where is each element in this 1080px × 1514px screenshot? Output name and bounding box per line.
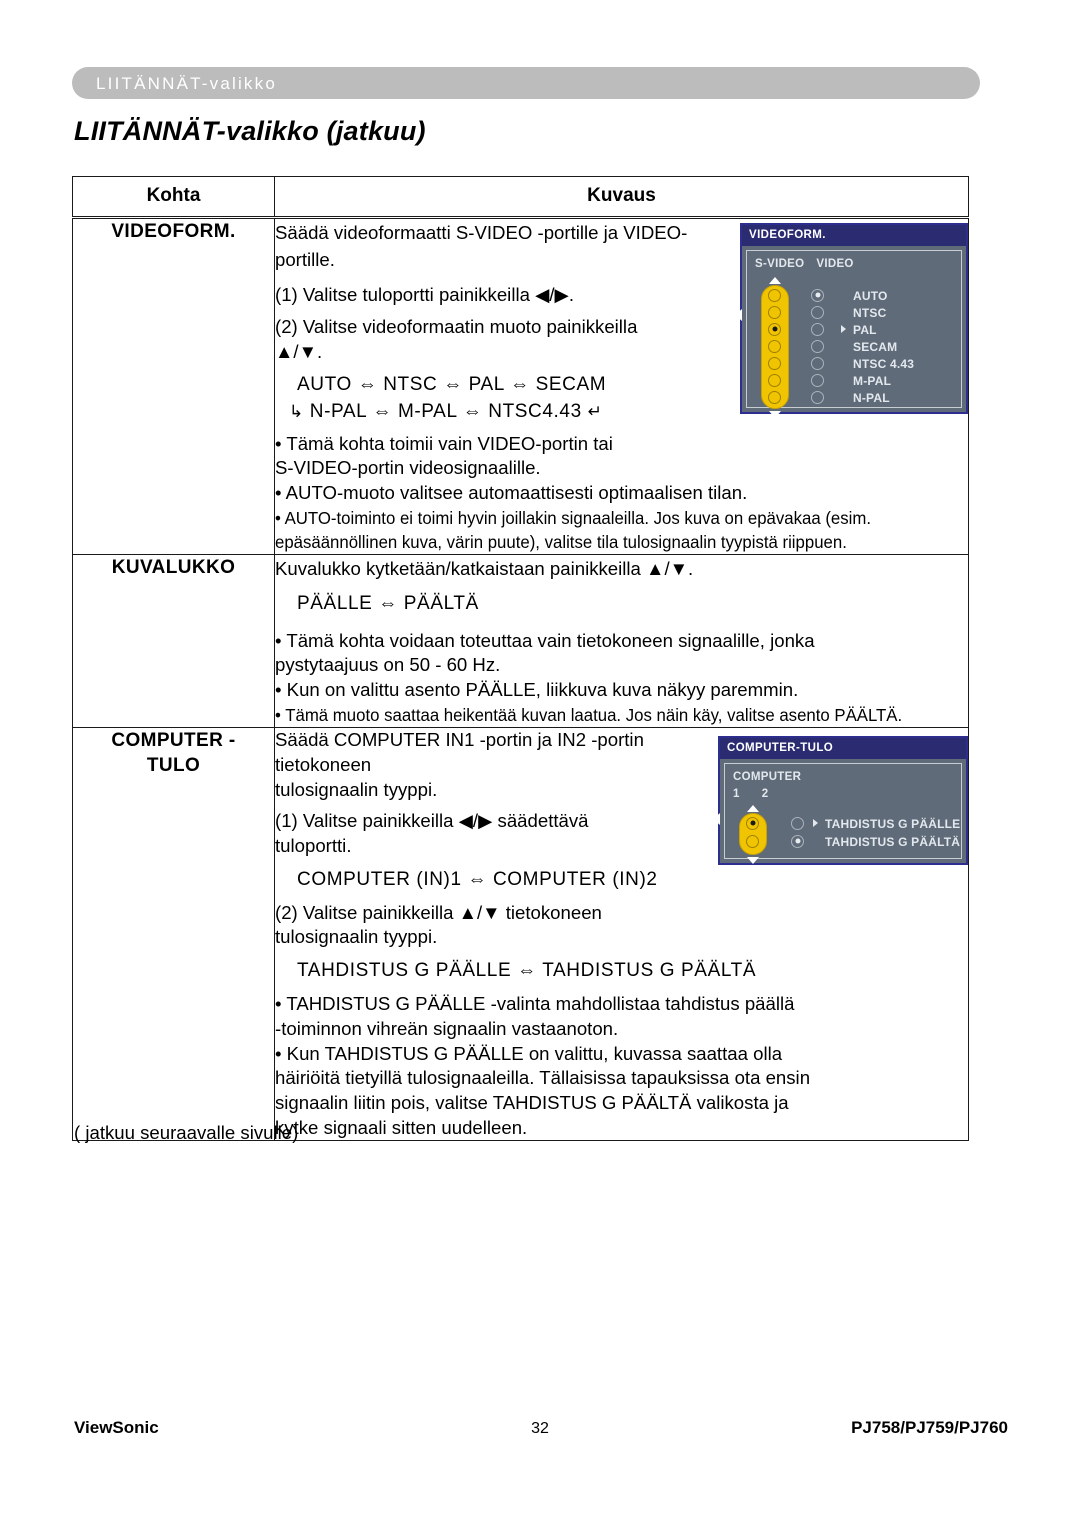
text-line: S-VIDEO-portin videosignaalille.: [275, 457, 541, 479]
text-line: -toiminnon vihreän signaalin vastaanoton.: [275, 1017, 619, 1039]
text-line: • AUTO-muoto valitsee automaattisesti optimaalisen tilan.: [275, 482, 748, 504]
text-line: kytke signaali sitten uudelleen.: [275, 1116, 528, 1138]
osd-column-headers: [755, 256, 955, 273]
settings-table: [72, 176, 969, 1141]
osd-option-label-5[interactable]: M-PAL: [853, 373, 892, 388]
item-name-line-2: TULO: [146, 755, 201, 777]
description-computer-tulo: [275, 728, 969, 1141]
text-line: pystytaajuus on 50 - 60 Hz.: [275, 654, 501, 676]
text-line: tulosignaalin tyyppi.: [275, 926, 438, 948]
osd-option-label-2[interactable]: PAL: [853, 322, 877, 337]
table-row: [73, 728, 969, 1141]
osd-option-label-0[interactable]: TAHDISTUS G PÄÄLLE: [825, 816, 961, 831]
osd-scroll-up-icon: [747, 805, 759, 812]
item-name-computer-tulo: [73, 728, 275, 1141]
osd-screenshot-computer-tulo: [718, 736, 968, 865]
table-header-row: [73, 177, 969, 218]
footer-brand: ViewSonic: [74, 1418, 159, 1437]
option-cycle-top: AUTO ⇔ NTSC ⇔ PAL ⇔ SECAM: [297, 374, 607, 396]
page-title: LIITÄNNÄT-valikko (jatkuu): [74, 116, 426, 146]
cycle-hook-right-icon: ↵: [587, 402, 603, 422]
footer-page-number: 32: [531, 1420, 549, 1437]
text-line: • Kun TAHDISTUS G PÄÄLLE on valittu, kuvassa saattaa olla: [275, 1042, 783, 1064]
osd-left-cursor-arrow-icon: [713, 813, 720, 825]
description-kuvalukko: [275, 555, 969, 728]
osd-option-label-0[interactable]: AUTO: [853, 288, 888, 303]
text-line: (1) Valitse tuloportti painikkeilla ◀/▶.: [275, 283, 575, 305]
text-line: • Kun on valittu asento PÄÄLLE, liikkuva kuva näkyy paremmin.: [275, 679, 799, 701]
text-line: • Tämä kohta toimii vain VIDEO-portin tai: [275, 432, 613, 454]
description-videoform: [275, 218, 969, 555]
osd-title-computer-tulo: COMPUTER-TULO: [720, 738, 966, 759]
osd-scroll-down-icon: [769, 411, 781, 418]
osd-option-cursor-icon: [813, 819, 818, 827]
osd-radio-video-2[interactable]: [811, 323, 824, 336]
osd-radio-svideo-2[interactable]: [768, 323, 781, 336]
osd-radio-svideo-5[interactable]: [768, 374, 781, 387]
osd-radio-video-0[interactable]: [811, 289, 824, 302]
osd-column-header-1: 1: [733, 788, 740, 801]
osd-radio-computer2-1[interactable]: [791, 835, 804, 848]
text-line: • Tämä muoto saattaa heikentää kuvan laatua. Jos näin käy, valitse asento PÄÄLTÄ.: [275, 704, 903, 725]
osd-radio-video-5[interactable]: [811, 374, 824, 387]
running-head-text: LIITÄNNÄT-valikko: [96, 74, 277, 93]
text-line: tuloportti.: [275, 835, 352, 857]
osd-screenshot-videoform: [740, 223, 968, 414]
osd-radio-video-1[interactable]: [811, 306, 824, 319]
osd-scroll-up-icon: [769, 277, 781, 284]
item-name-videoform: VIDEOFORM.: [73, 218, 275, 555]
item-name-line-1: COMPUTER -: [111, 730, 236, 752]
text-line: signaalin liitin pois, valitse TAHDISTUS G PÄÄLTÄ valikosta ja: [275, 1092, 789, 1113]
text-line: (2) Valitse painikkeilla ▲/▼ tietokoneen: [275, 901, 602, 923]
osd-radio-svideo-4[interactable]: [768, 357, 781, 370]
text-line: • Tämä kohta voidaan toteuttaa vain tietokoneen signaalille, jonka: [275, 629, 815, 651]
option-cycle-bottom-text: N-PAL ⇔ M-PAL ⇔ NTSC4.43: [309, 401, 582, 423]
text-line: • TAHDISTUS G PÄÄLLE -valinta mahdollistaa tahdistus päällä: [275, 993, 795, 1015]
option-cycle: PÄÄLLE ⇔ PÄÄLTÄ: [297, 592, 479, 614]
osd-radio-computer2-0[interactable]: [791, 817, 804, 830]
text-line: Säädä COMPUTER IN1 -portin ja IN2 -portin tietokoneen: [275, 729, 644, 775]
osd-option-label-6[interactable]: N-PAL: [853, 390, 890, 405]
continuation-note: ( jatkuu seuraavalle sivulle): [74, 1122, 299, 1143]
option-cycle-1: COMPUTER (IN)1 ⇔ COMPUTER (IN)2: [297, 868, 658, 890]
osd-option-cursor-icon: [841, 325, 846, 333]
text-line: Kuvalukko kytketään/katkaistaan painikkeilla ▲/▼.: [275, 558, 694, 580]
osd-radio-video-4[interactable]: [811, 357, 824, 370]
text-line: epäsäännöllinen kuva, värin puute), valitse tila tulosignaalin tyypistä riippuen.: [275, 532, 847, 553]
osd-radio-svideo-6[interactable]: [768, 391, 781, 404]
osd-radio-svideo-3[interactable]: [768, 340, 781, 353]
table-row: [73, 555, 969, 728]
osd-option-label-3[interactable]: SECAM: [853, 339, 898, 354]
table-row: [73, 218, 969, 555]
osd-radio-svideo-1[interactable]: [768, 306, 781, 319]
osd-scroll-down-icon: [747, 857, 759, 864]
footer-models: PJ758/PJ759/PJ760: [851, 1418, 1008, 1437]
osd-left-cursor-arrow-icon: [735, 309, 742, 321]
column-header-description: Kuvaus: [275, 177, 969, 218]
text-line: tulosignaalin tyyppi.: [275, 778, 438, 800]
text-line: (1) Valitse painikkeilla ◀/▶ säädettävä: [275, 810, 589, 832]
text-line: ▲/▼.: [275, 340, 323, 362]
text-line: Säädä videoformaatti S-VIDEO -portille ja VIDEO-portille.: [275, 222, 688, 271]
osd-group-label: COMPUTER: [733, 771, 802, 784]
text-line: • AUTO-toiminto ei toimi hyvin joillakin signaaleilla. Jos kuva on epävakaa (esim.: [275, 507, 872, 528]
osd-radio-video-6[interactable]: [811, 391, 824, 404]
osd-radio-computer1-0[interactable]: [746, 817, 759, 830]
osd-column-headers: [733, 786, 955, 803]
osd-column-header-1: S-VIDEO: [755, 257, 805, 270]
item-name-kuvalukko: KUVALUKKO: [73, 555, 275, 728]
text-line: (2) Valitse videoformaatin muoto painikkeilla: [275, 315, 638, 337]
osd-radio-video-3[interactable]: [811, 340, 824, 353]
osd-title-videoform: VIDEOFORM.: [742, 225, 966, 246]
text-line: häiriöitä tietyillä tulosignaaleilla. Tällaisissa tapauksissa ota ensin: [275, 1067, 811, 1089]
osd-option-label-4[interactable]: NTSC 4.43: [853, 356, 915, 371]
osd-option-label-1[interactable]: NTSC: [853, 305, 887, 320]
osd-column-header-2: VIDEO: [816, 257, 854, 270]
osd-option-label-1[interactable]: TAHDISTUS G PÄÄLTÄ: [825, 834, 961, 849]
option-cycle-2: TAHDISTUS G PÄÄLLE ⇔ TAHDISTUS G PÄÄLTÄ: [297, 960, 757, 982]
osd-radio-svideo-0[interactable]: [768, 289, 781, 302]
cycle-hook-left-icon: ↳: [289, 402, 304, 422]
osd-radio-computer1-1[interactable]: [746, 835, 759, 848]
osd-column-header-2: 2: [761, 788, 769, 801]
column-header-item: Kohta: [73, 177, 275, 218]
